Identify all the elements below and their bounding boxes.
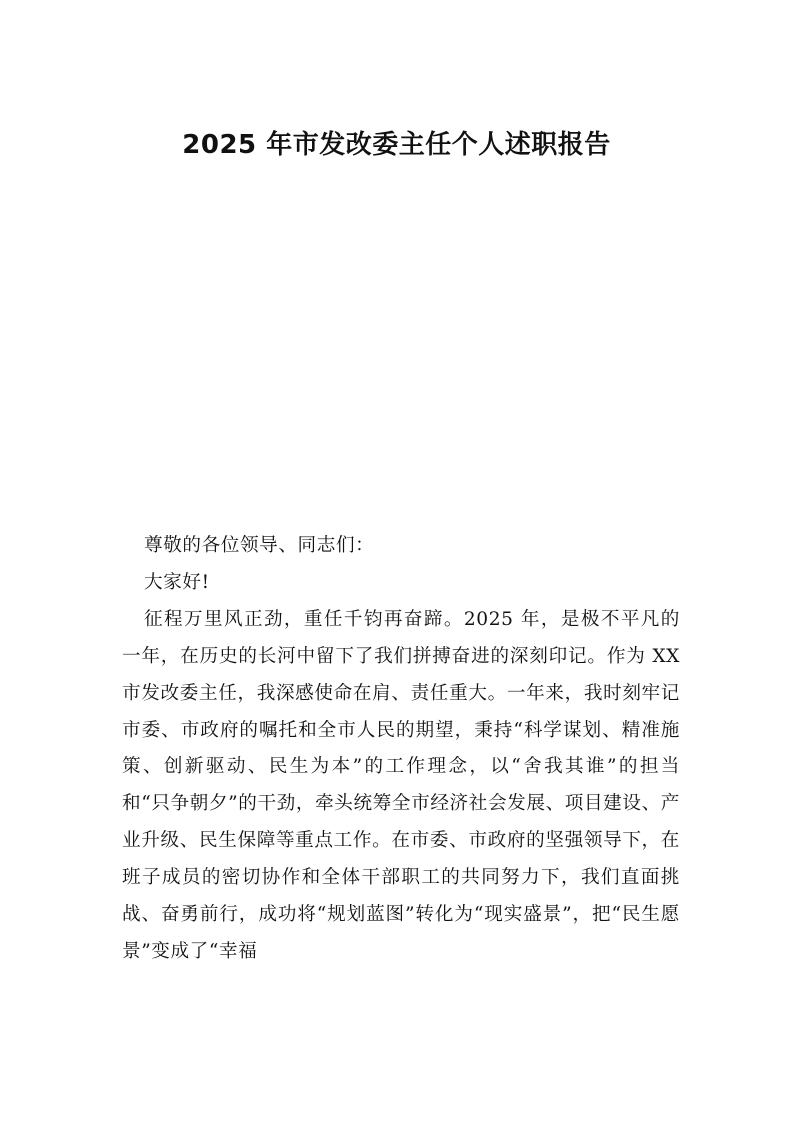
salutation-paragraph: 尊敬的各位领导、同志们： <box>144 535 375 556</box>
document-title: 2025 年市发改委主任个人述职报告 <box>182 130 611 160</box>
body-paragraph: 征程万里风正劲，重任千钧再奋蹄。2025 年，是极不平凡的一年，在历史的长河中留下了我们拼搏奋进的深刻印记。作为 XX 市发改委主任，我深感使命在肩、责任重大。一年来，我时刻牢记市委、市政府的嘱托和全市人民的期望，秉持“科学谋划、精准施策、创新驱动、民生为本”的工作理念，以“舍我其谁”的担当和“只争朝夕”的干劲，牵头统筹全市经济社会发展、项目建设、产业升级、民生保障等重点工作。在市委、市政府的坚强领导下，在班子成员的密切协作和全体干部职工的共同努力下，我们直面挑战、奋勇前行，成功将“规划蓝图”转化为“现实盛景”，把“民生愿景”变成了“幸福 <box>122 608 680 962</box>
greeting-paragraph: 大家好! <box>144 571 210 593</box>
document-body <box>122 528 680 971</box>
